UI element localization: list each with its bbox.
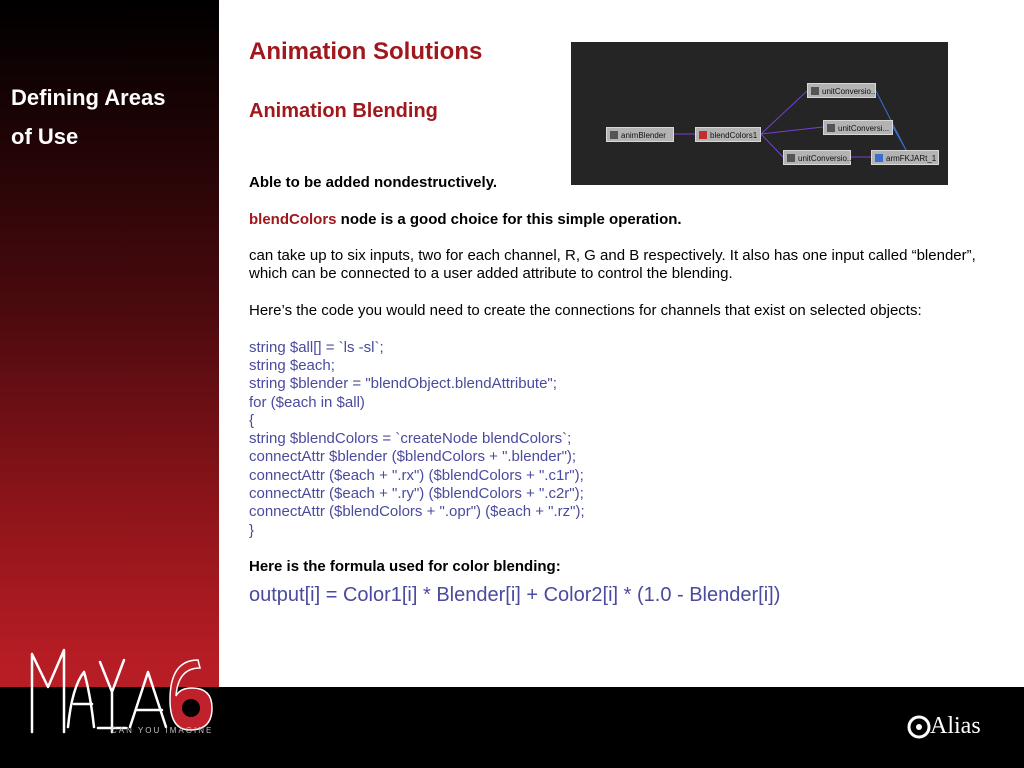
node-unitconversion-mid [823,120,893,135]
node-graph-screenshot [571,42,948,185]
node-label: unitConversio... [822,87,878,96]
node-armfk [871,150,939,165]
code-line: } [249,521,255,539]
node-unitconversion-top [807,83,876,98]
formula-label: Here is the formula used for color blending: [249,558,561,576]
node-type-icon [699,131,707,139]
alias-logo-text: Alias [930,713,981,739]
sidebar-title-line1: Defining Areas [11,85,166,110]
node-unitconversion-bottom [783,150,854,165]
node-animblender [606,127,674,142]
code-line: string $each; [249,356,335,374]
code-line: connectAttr ($each + ".rx") ($blendColors + ".c1r"); [249,466,584,484]
sidebar-title-line2: of Use [11,124,79,149]
code-intro-paragraph: Here’s the code you would need to create the connections for channels that exist on selected objects: [249,302,922,320]
node-label: blendColors1 [710,131,758,140]
node-label: unitConversi... [838,124,890,133]
node-label: unitConversio... [798,154,854,163]
code-line: string $all[] = `ls -sl`; [249,338,384,356]
blendcolors-keyword: blendColors [249,210,337,228]
node-type-icon [610,131,618,139]
slide-body [249,174,989,607]
node-type-icon [787,154,795,162]
code-block [249,339,989,540]
node-type-icon [827,124,835,132]
blendcolors-line [249,211,989,229]
node-type-icon [811,87,819,95]
node-type-icon [875,154,883,162]
inputs-paragraph: can take up to six inputs, two for each channel, R, G and B respectively. It also has one input called “blender”, which can be connected to a user added attribute to control the blending. [249,247,976,283]
code-line: connectAttr ($blendColors + ".opr") ($each + ".rz"); [249,503,585,521]
code-line: for ($each in $all) [249,393,365,411]
maya-tagline: CAN YOU IMAGINE [111,726,214,735]
intro-line: Able to be added nondestructively. [249,174,498,191]
sidebar-title [11,78,211,156]
node-blendcolors [695,127,761,142]
page-title: Animation Solutions [249,38,483,65]
code-line: connectAttr $blender ($blendColors + ".blender"); [249,448,577,466]
code-line: connectAttr ($each + ".ry") ($blendColors + ".c2r"); [249,485,584,503]
code-line: { [249,411,255,429]
formula: output[i] = Color1[i] * Blender[i] + Color2[i] * (1.0 - Blender[i]) [249,583,781,606]
page-subtitle: Animation Blending [249,100,438,122]
blendcolors-desc: node is a good choice for this simple operation. [336,210,682,228]
node-label: animBlender [621,131,666,140]
code-line: string $blendColors = `createNode blendColors`; [249,430,572,448]
code-line: string $blender = "blendObject.blendAttribute"; [249,375,557,393]
node-label: armFKJARt_1 [886,154,937,163]
